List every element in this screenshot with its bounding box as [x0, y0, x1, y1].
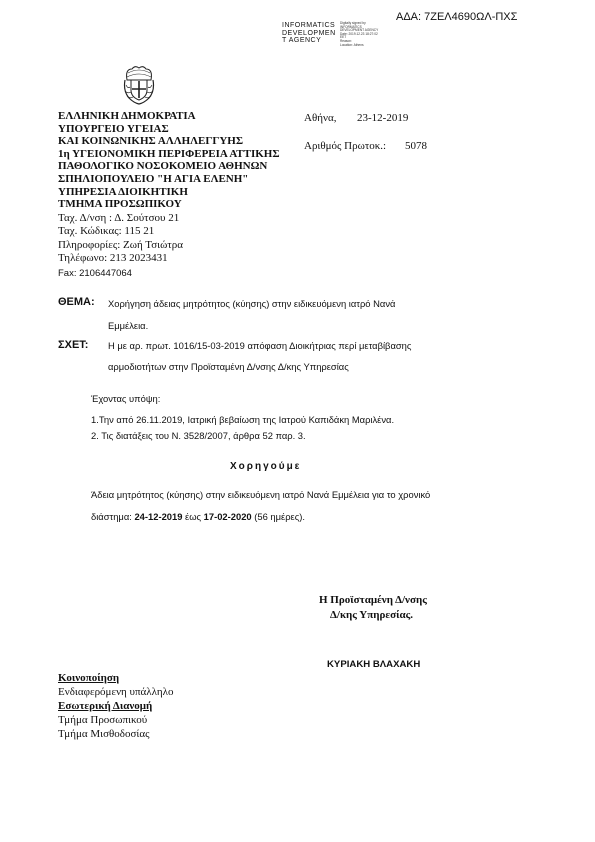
stamp-detail: Reason:	[340, 38, 352, 43]
sender-ministry-cont: ΚΑΙ ΚΟΙΝΩΝΙΚΗΣ ΑΛΛΗΛΕΓΓΥΗΣ	[58, 135, 244, 148]
digital-signature-details	[340, 22, 378, 47]
reference-label: ΣΧΕΤ:	[58, 339, 89, 351]
sender-contacts	[58, 212, 183, 266]
considering-intro: Έχοντας υπόψη:	[91, 393, 161, 404]
reference-text-line1: Η με αρ. πρωτ. 1016/15-03-2019 απόφαση Διοικήτριας περί μεταβίβασης	[108, 340, 412, 351]
notification-label: Κοινοποίηση	[58, 672, 120, 684]
greek-coat-of-arms-icon	[122, 65, 156, 105]
signature-title-1: Η Προϊσταμένη Δ/νσης	[319, 594, 427, 606]
sender-postcode: Ταχ. Κώδικας: 115 21	[58, 225, 155, 238]
signature-title-2: Δ/κης Υπηρεσίας.	[330, 609, 414, 621]
grant-period-suffix: (56 ημέρες).	[251, 511, 305, 522]
stamp-detail: Digitally signed by	[340, 21, 366, 25]
date: 23-12-2019	[357, 112, 409, 124]
grant-text-line2	[91, 511, 305, 522]
sender-hospital: ΠΑΘΟΛΟΓΙΚΟ ΝΟΣΟΚΟΜΕΙΟ ΑΘΗΝΩΝ	[58, 160, 268, 173]
sender-hospital-name: ΣΠΗΛΙΟΠΟΥΛΕΙΟ "Η ΑΓΙΑ ΕΛΕΝΗ"	[58, 172, 249, 185]
stamp-detail: EET	[340, 35, 347, 40]
place: Αθήνα,	[304, 112, 337, 124]
subject-text-line2: Εμμέλεια.	[108, 320, 149, 331]
sender-ministry: ΥΠΟΥΡΓΕΙΟ ΥΓΕΙΑΣ	[58, 122, 169, 135]
subject-text-line1: Χορήγηση άδειας μητρότητος (κύησης) στην ειδικευόμενη ιατρό Νανά	[108, 298, 396, 309]
subject-label: ΘΕΜΑ:	[58, 296, 95, 308]
protocol-label: Αριθμός Πρωτοκ.:	[304, 140, 387, 152]
grant-date-to: 17-02-2020	[203, 511, 252, 522]
internal-recipient: Τμήμα Προσωπικού	[58, 714, 148, 726]
ada-code: ΑΔΑ: 7ΖΕΛ4690ΩΛ-ΠΧΣ	[396, 11, 518, 23]
grant-period-prefix: διάστημα:	[91, 511, 135, 522]
sender-header	[58, 110, 280, 211]
sender-phone: Τηλέφωνο: 213 2023431	[58, 252, 168, 265]
grant-text-line1: Άδεια μητρότητος (κύησης) στην ειδικευόμενη ιατρό Νανά Εμμέλεια για το χρονικό	[91, 489, 431, 500]
sender-department: ΤΜΗΜΑ ΠΡΟΣΩΠΙΚΟΥ	[58, 198, 182, 211]
sender-fax: Fax: 2106447064	[58, 268, 132, 279]
grant-heading: Χορηγούμε	[230, 461, 302, 472]
sender-country: ΕΛΛΗΝΙΚΗ ΔΗΜΟΚΡΑΤΙΑ	[58, 110, 196, 122]
grant-period-between: έως	[182, 511, 204, 522]
stamp-detail: INFORMATICS	[340, 24, 362, 29]
considering-item-1: 1.Την από 26.11.2019, Ιατρική βεβαίωση της Ιατρού Καπιδάκη Μαριλένα.	[91, 414, 395, 425]
digital-signature-stamp	[282, 22, 336, 45]
stamp-detail: DEVELOPMENT AGENCY	[340, 28, 379, 33]
signatory-name: ΚΥΡΙΑΚΗ ΒΛΑΧΑΚΗ	[327, 659, 421, 670]
grant-date-from: 24-12-2019	[134, 511, 183, 522]
internal-recipient: Τμήμα Μισθοδοσίας	[58, 728, 150, 740]
sender-region: 1η ΥΓΕΙΟΝΟΜΙΚΗ ΠΕΡΙΦΕΡΕΙΑ ΑΤΤΙΚΗΣ	[58, 147, 280, 160]
stamp-detail: Date: 2019.12.23 18:27:02	[340, 31, 378, 36]
protocol-number: 5078	[405, 140, 427, 152]
stamp-line: INFORMATICS	[282, 22, 336, 29]
sender-address: Ταχ. Δ/νση : Δ. Σούτσου 21	[58, 212, 180, 224]
sender-contact-person: Πληροφορίες: Ζωή Τσιώτρα	[58, 238, 184, 251]
stamp-line: DEVELOPMEN	[282, 29, 336, 37]
considering-item-2: 2. Τις διατάξεις του Ν. 3528/2007, άρθρα 52 παρ. 3.	[91, 430, 306, 441]
internal-distribution-label: Εσωτερική Διανομή	[58, 700, 153, 712]
sender-service: ΥΠΗΡΕΣΙΑ ΔΙΟΙΚΗΤΙΚΗ	[58, 185, 188, 198]
notification-recipient: Ενδιαφερόμενη υπάλληλο	[58, 686, 174, 698]
stamp-detail: Location: Athens	[340, 42, 364, 47]
stamp-line: T AGENCY	[282, 37, 322, 44]
reference-text-line2: αρμοδιοτήτων στην Προϊσταμένη Δ/νσης Δ/κης Υπηρεσίας	[108, 361, 349, 372]
